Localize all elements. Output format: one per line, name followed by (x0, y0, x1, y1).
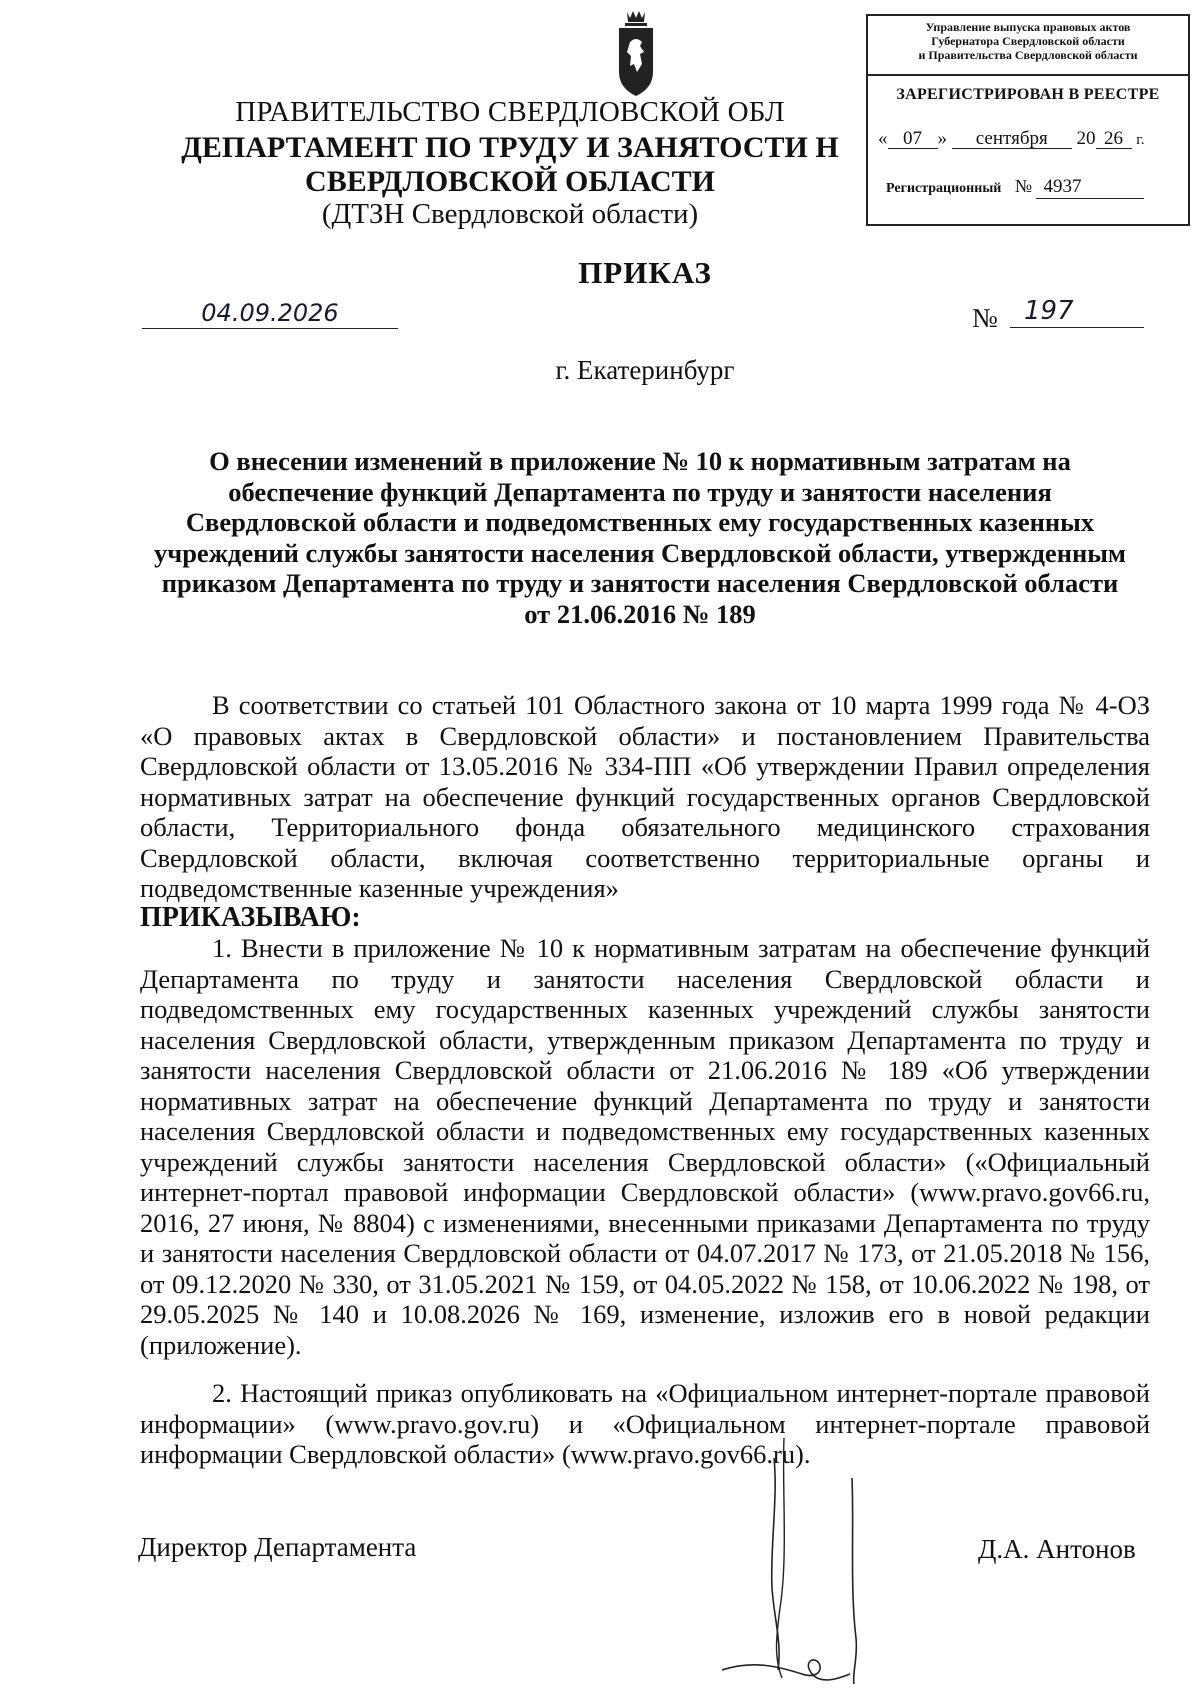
order-word: ПРИКАЗЫВАЮ: (140, 902, 361, 933)
stamp-authority-line: и Правительства Свердловской области (918, 48, 1138, 62)
department-name: ДЕПАРТАМЕНТ ПО ТРУДУ И ЗАНЯТОСТИ Н (181, 131, 839, 164)
stamp-day: 07 (888, 130, 938, 149)
stamp-date (878, 128, 1183, 150)
handwritten-date: 04.09.2026 (142, 298, 398, 329)
stamp-month: сентября (952, 130, 1072, 149)
stamp-quote-close: » (937, 128, 947, 149)
handwritten-number: 197 (1010, 295, 1144, 328)
stamp-authority-line: Губернатора Свердловской области (931, 34, 1125, 48)
preamble-paragraph: В соответствии со статьей 101 Областного закона от 10 марта 1999 года № 4-ОЗ «О правовых актах в Свердловской области» и постановлением Правительства Свердловской области от 13.05.2016 № 334-ПП «Об утверждении Правил определения нормативных затрат на обеспечение функций государственных органов Свердловской области, Территориального фонда обязательного медицинского страхования Свердловской области, включая соответственно территориальные органы и подведомственные казенные учреждения» (140, 690, 1150, 903)
registration-stamp (866, 14, 1190, 226)
document-city: г. Екатеринбург (555, 355, 735, 385)
handwritten-signature (722, 1438, 952, 1688)
order-item-1: 1. Внести в приложение № 10 к нормативным затратам на обеспечение функций Департамента по труду и занятости населения Свердловской области и подведомственных ему государственных казенных учреждений службы занятости населения Свердловской области, утвержденным приказом Департамента по труду и занятости населения Свердловской области от 21.06.2016 № 189 «Об утверждении нормативных затрат на обеспечение функций Департамента по труду и занятости населения Свердловской области и подведомственных ему государственных казенных учреждений службы занятости населения Свердловской области» («Официальный интернет-портал правовой информации Свердловской области» (www.pravo.gov66.ru, 2016, 27 июня, № 8804) с изменениями, внесенными приказами Департамента по труду и занятости населения Свердловской области от 04.07.2017 № 173, от 21.05.2018 № 156, от 09.12.2020 № 330, от 31.05.2021 № 159, от 04.05.2022 № 158, от 10.06.2022 № 198, от 29.05.2025 № 140 и 10.08.2026 № 169, изменение, изложив его в новой редакции (приложение). (140, 933, 1150, 1360)
signatory-position: Директор Департамента (138, 1532, 417, 1562)
organization-name: ПРАВИТЕЛЬСТВО СВЕРДЛОВСКОЙ ОБЛ (235, 96, 785, 128)
order-item-2: 2. Настоящий приказ опубликовать на «Официальном интернет-портале правовой информации» (www.pravo.gov.ru) и «Официальном интернет-портале правовой информации Свердловской области» (www.pravo.gov66.ru). (140, 1378, 1150, 1469)
stamp-number-value: 4937 (1036, 176, 1144, 199)
stamp-quote-open: « (878, 128, 888, 149)
department-region: СВЕРДЛОВСКОЙ ОБЛАСТИ (305, 165, 715, 198)
document-type: ПРИКАЗ (578, 255, 712, 290)
department-abbreviation: (ДТЗН Свердловской области) (321, 198, 699, 230)
document-number-label: № (972, 303, 998, 333)
stamp-authority-line: Управление выпуска правовых актов (925, 20, 1131, 34)
stamp-divider (868, 74, 1188, 76)
stamp-number-sign: № (1014, 176, 1033, 196)
stamp-status: ЗАРЕГИСТРИРОВАН В РЕЕСТРЕ (896, 86, 1160, 103)
signatory-name: Д.А. Антонов (978, 1534, 1136, 1564)
stamp-number (886, 176, 1186, 199)
stamp-authority (868, 20, 1188, 62)
stamp-year-prefix: 20 (1076, 128, 1096, 149)
coat-of-arms-icon (613, 10, 659, 98)
stamp-year-abbr: г. (1136, 132, 1145, 148)
stamp-number-label: Регистрационный (886, 181, 1002, 196)
document-title: О внесении изменений в приложение № 10 к нормативным затратам на обеспечение функций Департамента по труду и занятости населения Свердловской области и подведомственных ему государственных казенных учреждений службы занятости населения Свердловской области, утвержденным приказом Департамента по труду и занятости населения Свердловской области от 21.06.2016 № 189 (154, 446, 1126, 629)
stamp-year-suffix: 26 (1096, 130, 1132, 149)
